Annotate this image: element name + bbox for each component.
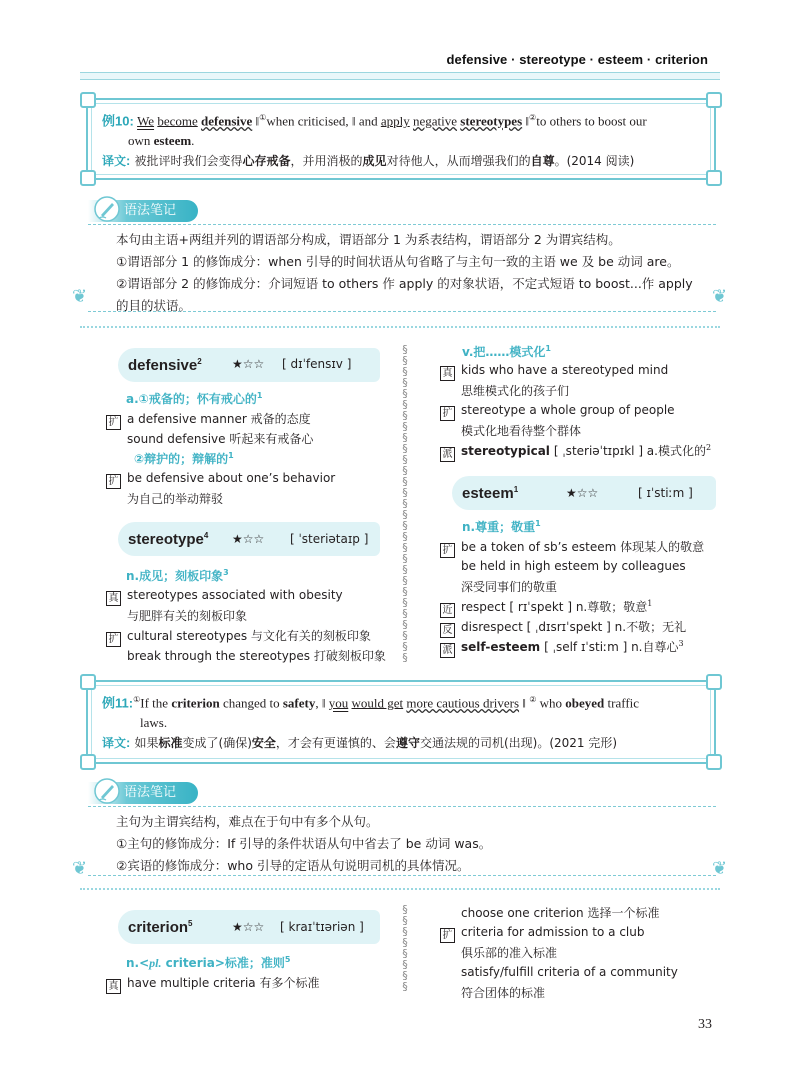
example-line: break through the stereotypes 打破刻板印象 [127, 649, 386, 663]
example-line: choose one criterion 选择一个标准 [461, 906, 660, 920]
definition: n.成见；刻板印象$^3$ [126, 568, 229, 583]
example-line: 近 respect [ rɪˈspekt ] n.尊敬；敬意$^1$ [440, 598, 652, 618]
example-line: 为自己的举动辩驳 [127, 492, 224, 506]
example-10-translation: 译文: 被批评时我们会变得心存戒备，并用消极的成见对待他人，从而增强我们的自尊。(2014 阅读) [102, 153, 635, 169]
section-separator [80, 888, 720, 890]
example-10-sentence-2: own esteem. [128, 133, 195, 149]
example-line: 模式化地看待整个群体 [461, 424, 582, 438]
definition: a.①戒备的；怀有戒心的$^1$ [126, 391, 263, 406]
entry-stereotype-header: stereotype$^4$ [118, 522, 380, 556]
example-11-sentence: 例11:①If the criterion changed to safety, ‖ you would get more cautious drivers ‖ ② who obeyed traffic [102, 695, 640, 711]
column-divider: § § § § § § § § [402, 904, 408, 993]
grammar-note-1: 本句由主语+两组并列的谓语部分构成，谓语部分 1 为系表结构，谓语部分 2 为谓宾结构。 ①谓语部分 1 的修饰成分：when 引导的时间状语从句省略了与主句一致的主语 we 及 be 动词 are。 ②谓语部分 2 的修饰成分：介词短语 to others 作 apply 的对象状语，不定式短语 to boost...作 apply 的目的状语。 [88, 224, 716, 312]
example-line: 扩 be a token of sb’s esteem 体现某人的敬意 [440, 538, 704, 558]
frequency-stars: ★☆☆ [232, 357, 265, 371]
example-line: 俱乐部的准入标准 [461, 946, 558, 960]
grammar-note-2: 主句为主谓宾结构，难点在于句中有多个从句。 ①主句的修饰成分：If 引导的条件状语从句中省去了 be 动词 was。 ②宾语的修饰成分：who 引导的定语从句说明司机的具体情况。 [88, 806, 716, 876]
definition: v.把……模式化$^1$ [462, 344, 551, 359]
example-line: 思维模式化的孩子们 [461, 384, 570, 398]
pen-icon [94, 196, 120, 222]
example-line: 真 have multiple criteria 有多个标准 [106, 974, 319, 994]
example-line: 扩 be defensive about one’s behavior [106, 470, 335, 489]
definition: ②辩护的；辩解的$^1$ [134, 451, 234, 466]
flourish-icon: ❦ [72, 286, 88, 307]
example-line: 真 stereotypes associated with obesity [106, 587, 343, 606]
example-line: satisfy/fulfill criteria of a community [461, 965, 678, 979]
example-11-frame [86, 680, 716, 764]
grammar-note-badge: 语法笔记 [88, 200, 198, 222]
frequency-stars: ★☆☆ [232, 920, 265, 934]
example-line: be held in high esteem by colleagues [461, 559, 686, 573]
flourish-icon: ❦ [712, 286, 728, 307]
phonetic: [ ˈsteriətaɪp ] [290, 532, 369, 546]
pen-icon [94, 778, 120, 804]
phonetic: [ dɪˈfensɪv ] [282, 357, 352, 371]
example-line: 派 self-esteem [ ˌself ɪˈstiːm ] n.自尊心$^3$ [440, 638, 684, 658]
example-line: 深受同事们的敬重 [461, 580, 558, 594]
grammar-note-badge: 语法笔记 [88, 782, 198, 804]
example-11-translation: 译文: 如果标准变成了(确保)安全，才会有更谨慎的、会遵守交通法规的司机(出现)。(2021 完形) [102, 735, 618, 751]
entry-criterion-header: criterion$^5$ [118, 910, 380, 944]
definition: n.尊重；敬重$^1$ [462, 519, 541, 534]
flourish-icon: ❦ [72, 858, 88, 879]
example-line: 扩 a defensive manner 戒备的态度 [106, 410, 311, 430]
header-rule [80, 72, 720, 80]
running-header: defensive · stereotype · esteem · criterion [446, 52, 708, 67]
column-divider: § § § § § § § § § § § § § § § § § § § § § § § § § § § § § [402, 344, 408, 662]
definition: n.<pl. criteria>标准；准则$^5$ [126, 955, 291, 970]
section-separator [80, 326, 720, 328]
phonetic: [ kraɪˈtɪəriən ] [280, 920, 364, 934]
page-number: 33 [698, 1017, 712, 1032]
example-10-frame [86, 98, 716, 180]
frequency-stars: ★☆☆ [566, 486, 599, 500]
entry-defensive-header: defensive$^2$ [118, 348, 380, 382]
entry-esteem-header: esteem$^1$ [452, 476, 716, 510]
flourish-icon: ❦ [712, 858, 728, 879]
phonetic: [ ɪˈstiːm ] [638, 486, 693, 500]
example-line: 派 stereotypical [ ˌsteriəˈtɪpɪkl ] a.模式化的$^2$ [440, 442, 711, 462]
example-line: 扩 cultural stereotypes 与文化有关的刻板印象 [106, 627, 371, 647]
example-line: sound defensive 听起来有戒备心 [127, 432, 314, 446]
example-line: 扩 stereotype a whole group of people [440, 402, 675, 421]
frequency-stars: ★☆☆ [232, 532, 265, 546]
example-line: 反 disrespect [ ˌdɪsrɪˈspekt ] n.不敬；无礼 [440, 618, 686, 638]
example-line: 符合团体的标准 [461, 986, 546, 1000]
example-line: 扩 criteria for admission to a club [440, 924, 644, 943]
example-11-sentence-2: laws. [140, 715, 168, 731]
example-10-sentence: 例10: We become defensive ‖①when criticised, ‖ and apply negative stereotypes ‖②to others to boost our [102, 113, 647, 129]
example-line: 真 kids who have a stereotyped mind [440, 362, 668, 381]
example-line: 与肥胖有关的刻板印象 [127, 609, 248, 623]
